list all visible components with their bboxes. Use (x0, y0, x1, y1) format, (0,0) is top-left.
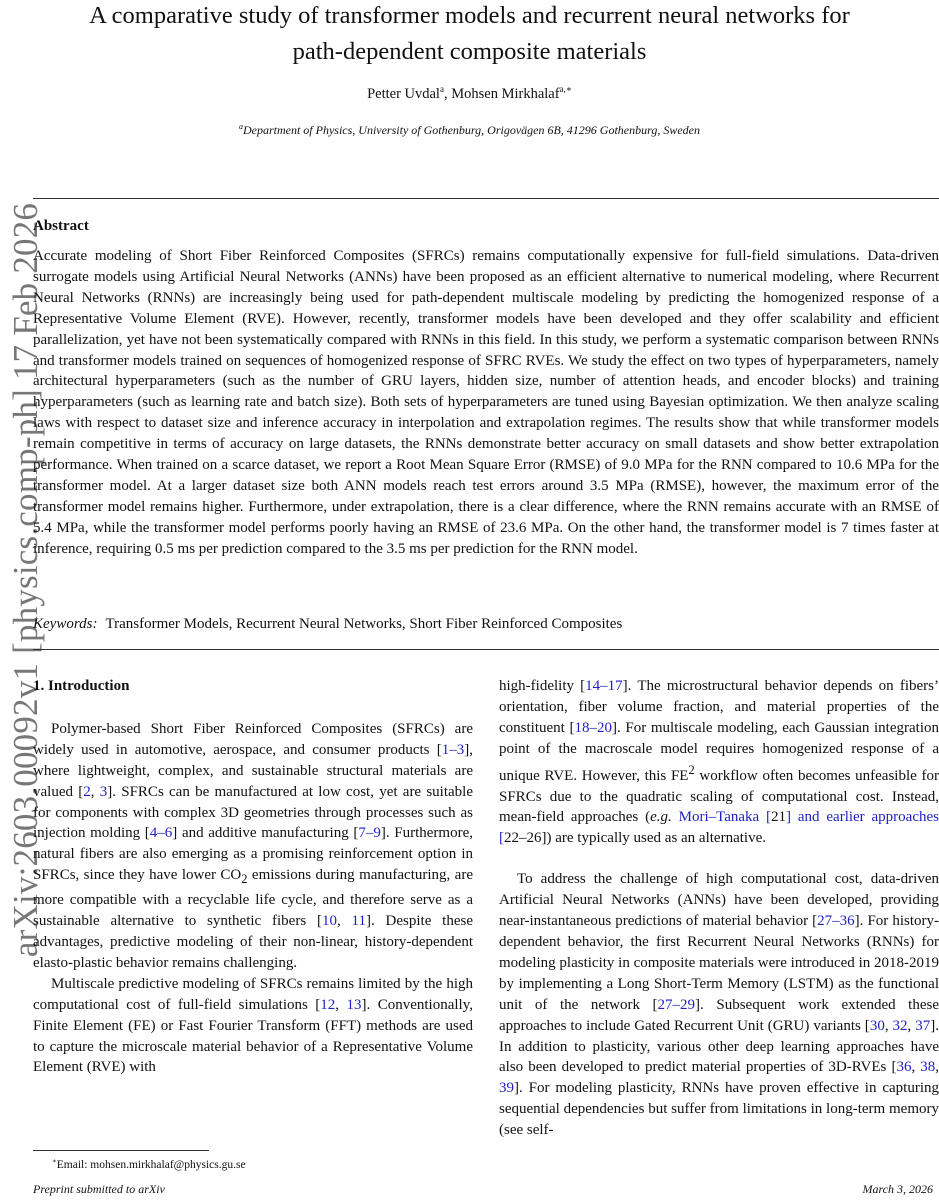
author-name: Petter Uvdal (367, 85, 440, 102)
text-run: Multiscale predictive modeling of SFRCs remains limited by the high computational cost of full-field simulations [ (33, 975, 473, 1013)
keywords-label: Keywords: (33, 616, 98, 632)
citation-link[interactable]: ] and earlier approaches [ (499, 809, 939, 847)
text-run: ]. Subsequent work extended these approaches to include Gated Recurrent Unit (GRU) variants [ (499, 996, 939, 1034)
footnote-text: Email: mohsen.mirkhalaf@physics.gu.se (56, 1158, 246, 1171)
citation-link[interactable]: 27–36 (817, 913, 855, 930)
text-run: ]. For multiscale modeling, each Gaussian integration point of the macroscale model requires homogenized response of a unique RVE. However, this FE (499, 719, 939, 784)
text-run: , (335, 996, 347, 1013)
text-run: ]. For history-dependent behavior, the first Recurrent Neural Networks (RNNs) for modeling plasticity in composite materials were introduced in 2018-2019 by implementing a Long Short-Term Memory (LSTM) as the functional unit of the network [ (499, 913, 939, 1013)
text-run: ]. For modeling plasticity, RNNs have proven effective in capturing sequential dependencies but suffer from limitations in long-term memory (see self- (499, 1080, 939, 1139)
text-run: workflow often becomes unfeasible for SFRCs due to the quadratic scaling of computational cost. Instead, mean-field approaches ( (499, 767, 939, 826)
affiliation (0, 122, 939, 138)
citation-link[interactable]: 7–9 (358, 825, 381, 842)
citation-link[interactable]: 13 (346, 996, 362, 1013)
abstract-heading: Abstract (33, 218, 89, 234)
text-run: ]. Furthermore, natural fibers are also emerging as a promising reinforcement option in SFRCs, since they have lower CO (33, 825, 473, 884)
citation-link[interactable]: 1–3 (441, 741, 465, 758)
title-line-2: path-dependent composite materials (292, 38, 647, 65)
author-list: Petter Uvdal$^a$, Mohsen Mirkhalaf$^{a,∗}$ (367, 84, 572, 102)
intro-paragraph (499, 676, 939, 849)
text-run: , (90, 783, 100, 800)
paper-title (0, 0, 939, 70)
text-run: ]. Despite these advantages, predictive modeling of their non-linear, history-dependent elasto-plastic behavior remains challenging. (33, 913, 474, 971)
text-run: 21 (771, 809, 787, 826)
text-run: , (336, 913, 352, 930)
footnote-email (52, 1157, 246, 1171)
citation-link[interactable]: 11 (351, 913, 366, 930)
text-run: Polymer-based Short Fiber Reinforced Composites (SFRCs) are widely used in automotive, aerospace, and consumer products (33, 720, 473, 758)
citation-link[interactable]: 4–6 (149, 825, 173, 842)
citation-link[interactable]: 27–29 (657, 996, 696, 1013)
citation-link[interactable]: 3 (99, 783, 108, 800)
author-affil-marker: a,∗ (559, 84, 572, 94)
abstract-top-rule (33, 198, 939, 199)
text-run: high-fidelity [ (499, 678, 586, 694)
citation-link[interactable]: 12 (320, 996, 336, 1013)
section-heading-introduction: 1. Introduction (33, 678, 130, 694)
affiliation-text: Department of Physics, University of Gothenburg, Origovägen 6B, 41296 Gothenburg, Sweden (242, 123, 701, 137)
footnote-marker: ∗ (52, 1157, 57, 1165)
abstract-body: Accurate modeling of Short Fiber Reinforced Composites (SFRCs) remains computationally expensive for full-field simulations. Data-driven surrogate models using Artificial Neural Networks (ANNs) have been proposed as an efficient alternative to numerical modeling, where Recurrent Neural Networks (RNNs) are increasingly being used for path-dependent multiscale modeling by predicting the homogenized response of a Representative Volume Element (RVE). However, recently, transformer models have been developed and they offer scalability and efficient parallelization, yet have not been systematically compared with RNNs in this field. In this study, we perform a systematic comparison between RNNs and transformer models trained on sequences of homogenized response of SFRC RVEs. We study the effect on two types of hyperparameters, namely architectural hyperparameters (such as the number of GRU layers, hidden size, number of attention heads, and encoder blocks) and training hyperparameters (such as learning rate and batch size). Both sets of hyperparameters are tuned using Bayesian optimization. We then analyze scaling laws with respect to dataset size and inference accuracy in interpolation and extrapolation regimes. The results show that while transformer models remain competitive in terms of accuracy on large datasets, the RNNs demonstrate better accuracy on small datasets and show better extrapolation performance. When trained on a scarce dataset, we report a Root Mean Square Error (RMSE) of 9.0 MPa for the RNN compared to 10.6 MPa for the transformer model. At a larger dataset size both ANN models reach test errors around 3.5 MPa (RMSE), however, the maximum error of the transformer model remains higher. Furthermore, under extrapolation, there is a clear difference, where the RNN remains accurate with an RMSE of 5.4 MPa, while the transformer model performs poorly having an RMSE of 23.6 MPa. On the other hand, the transformer model is 7 times faster at inference, requiring 0.5 ms per prediction compared to the 3.5 ms per prediction for the RNN model. (33, 248, 939, 557)
citation-link[interactable]: 39 (499, 1080, 514, 1097)
text-run: 22–26 (504, 830, 542, 847)
title-line-1: A comparative study of transformer models and recurrent neural networks for (89, 2, 850, 29)
text-run: ] and additive manufacturing [ (172, 825, 359, 842)
emphasis: e.g. (650, 809, 672, 826)
citation-link[interactable]: 32 (892, 1017, 908, 1034)
text-run: To address the challenge of high computational cost, data-driven Artificial Neural Networks (ANNs) have been developed, providing near-instantaneous predictions of material behavior [ (499, 871, 939, 930)
text-run: , (935, 1059, 939, 1076)
arxiv-identifier-stamp: arXiv:2603.00092v1 [physics.comp-ph] 17 Feb 2026 (6, 202, 45, 958)
citation-link[interactable]: 14–17 (585, 678, 623, 694)
citation-link[interactable]: 38 (920, 1059, 936, 1076)
text-run: ]) are typically used as an alternative. (541, 830, 766, 847)
citation-link[interactable]: 30 (869, 1017, 885, 1034)
citation-link[interactable]: 18–20 (574, 719, 612, 736)
affiliation-marker: a (238, 122, 243, 131)
text-run: ]. In addition to plasticity, various other deep learning approaches have also been developed to predict material properties of 3D-RVEs [ (499, 1017, 939, 1076)
text-run: ]. Conventionally, Finite Element (FE) or Fast Fourier Transform (FFT) methods are used to capture the microscale material behavior of a Representative Volume Element (RVE) with (33, 996, 473, 1076)
intro-paragraph (33, 719, 473, 974)
text-run: emissions during manufacturing, are more compatible with a recyclable life cycle, and therefore serve as a sustainable alternative to synthetic fibers [ (33, 867, 473, 930)
intro-paragraph (33, 974, 473, 1079)
text-run: [ (436, 741, 442, 758)
footnote-rule (33, 1150, 209, 1151)
left-column (33, 676, 473, 1078)
citation-link[interactable]: 10 (321, 913, 337, 930)
footer-preprint-note: Preprint submitted to arXiv (33, 1182, 165, 1196)
author-name: Mohsen Mirkhalaf (451, 85, 560, 102)
keywords-text: Transformer Models, Recurrent Neural Networks, Short Fiber Reinforced Composites (105, 616, 623, 632)
citation-link[interactable]: 37 (915, 1017, 931, 1034)
text-run: ]. The microstructural behavior depends on fibers’ orientation, fiber volume fraction, and material properties of the constituent [ (499, 678, 939, 736)
text-run: ]. SFRCs can be manufactured at low cost, yet are suitable for components with complex 3D geometries through processes such as injection molding [ (33, 783, 473, 842)
superscript: 2 (688, 762, 695, 777)
intro-paragraph (499, 869, 939, 1141)
text-run: , (911, 1059, 921, 1076)
subscript: 2 (241, 872, 248, 887)
citation-link[interactable]: Mori–Tanaka [ (671, 809, 772, 826)
text-run: , (884, 1017, 893, 1034)
citation-link[interactable]: 2 (83, 783, 91, 800)
author-affil-marker: a (439, 84, 444, 94)
right-column (499, 676, 939, 1141)
abstract-bottom-rule (33, 649, 939, 650)
text-run: , (907, 1017, 916, 1034)
text-run: ], where lightweight, complex, and sustainable structural materials are valued [ (33, 741, 473, 800)
citation-link[interactable]: 36 (896, 1059, 912, 1076)
keywords (33, 616, 622, 633)
footer-date: March 3, 2026 (862, 1182, 933, 1196)
